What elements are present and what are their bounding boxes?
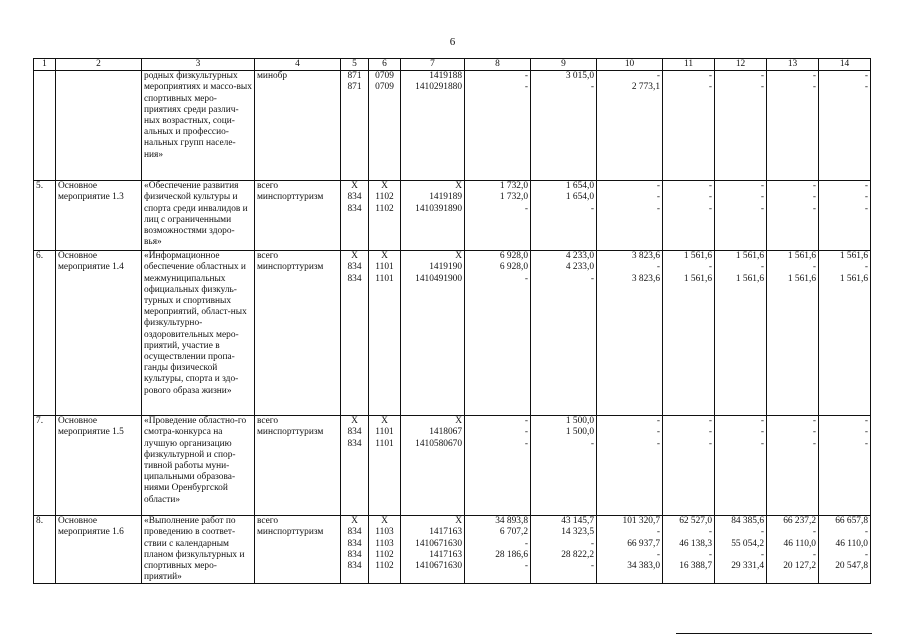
cell-value: 6 707,2: [499, 527, 528, 538]
value-cell-c10: [597, 416, 663, 516]
cell-value: 46 138,3: [679, 538, 712, 549]
footer-rule: [676, 633, 872, 634]
cell-value: X: [351, 416, 358, 427]
cell-value: 834: [347, 273, 362, 284]
value-cell-c14: [819, 251, 871, 416]
cell-value: -: [590, 273, 594, 284]
cell-value: -: [760, 262, 764, 273]
cell-value: -: [864, 82, 868, 93]
activity-name: Основное мероприятие 1.3: [56, 181, 142, 251]
cell-value: -: [760, 203, 764, 214]
cell-value: -: [812, 203, 816, 214]
cell-value: 55 054,2: [731, 538, 764, 549]
cell-value: -: [760, 192, 764, 203]
value-cell-c11: [663, 71, 715, 181]
value-cell-c14: [819, 416, 871, 516]
page-number: 6: [449, 36, 456, 48]
cell-value: 1 561,6: [735, 273, 764, 284]
value-cell-c13: [767, 516, 819, 584]
cell-value: 1103: [375, 527, 394, 538]
cell-value: -: [656, 416, 660, 427]
executor-value: минспорттуризм: [257, 262, 324, 273]
cell-value: -: [656, 203, 660, 214]
cell-value: 1 732,0: [499, 192, 528, 203]
cell-value: -: [590, 538, 594, 549]
value-cell-c6: [369, 516, 401, 584]
cell-value: -: [708, 427, 712, 438]
executor-value: минспорттуризм: [257, 192, 324, 203]
value-cell-c9: [531, 71, 597, 181]
cell-value: -: [524, 427, 528, 438]
value-cell-c9: [531, 181, 597, 251]
cell-value: 28 186,6: [495, 549, 528, 560]
cell-value: 1 732,0: [499, 181, 528, 192]
value-cell-c11: [663, 251, 715, 416]
header-cell: 14: [819, 59, 871, 71]
cell-value: 16 388,7: [679, 560, 712, 571]
cell-value: 1410580670: [415, 438, 462, 449]
cell-value: 1419189: [429, 192, 462, 203]
value-cell-c8: [465, 416, 531, 516]
cell-value: -: [864, 427, 868, 438]
cell-value: 3 823,6: [631, 251, 660, 262]
cell-value: 1 561,6: [787, 251, 816, 262]
header-cell: 10: [597, 59, 663, 71]
value-cell-c8: [465, 251, 531, 416]
cell-value: 4 233,0: [565, 262, 594, 273]
table-row: [34, 251, 871, 416]
cell-value: -: [708, 203, 712, 214]
cell-value: 1103: [375, 538, 394, 549]
cell-value: -: [812, 262, 816, 273]
activity-name: Основное мероприятие 1.5: [56, 416, 142, 516]
value-cell-c12: [715, 516, 767, 584]
cell-value: 1 561,6: [683, 273, 712, 284]
cell-value: X: [381, 416, 388, 427]
cell-value: 6 928,0: [499, 262, 528, 273]
cell-value: 834: [347, 262, 362, 273]
cell-value: -: [708, 549, 712, 560]
cell-value: 1418067: [429, 427, 462, 438]
cell-value: X: [455, 181, 462, 192]
activity-title: «Проведение областно-го смотра-конкурса на лучшую организацию физкультурной и спор-тивной работы муни-ципальными образова-ниями Оренбургской области»: [142, 416, 255, 516]
value-cell-c9: [531, 516, 597, 584]
cell-value: -: [760, 427, 764, 438]
cell-value: 3 015,0: [565, 71, 594, 82]
executor-value: всего: [257, 181, 279, 192]
cell-value: -: [708, 192, 712, 203]
cell-value: -: [656, 71, 660, 82]
cell-value: -: [864, 438, 868, 449]
cell-value: 834: [347, 549, 362, 560]
cell-value: -: [812, 427, 816, 438]
cell-value: X: [455, 251, 462, 262]
value-cell-c6: [369, 251, 401, 416]
cell-value: 0709: [375, 82, 394, 93]
cell-value: 834: [347, 427, 362, 438]
value-cell-c10: [597, 516, 663, 584]
cell-value: 66 937,7: [627, 538, 660, 549]
value-cell-c7: [401, 71, 465, 181]
executor-value: минспорттуризм: [257, 527, 324, 538]
cell-value: -: [812, 82, 816, 93]
value-cell-c6: [369, 71, 401, 181]
cell-value: 834: [347, 192, 362, 203]
cell-value: 1417163: [429, 527, 462, 538]
cell-value: 1410671630: [415, 538, 462, 549]
activity-name: Основное мероприятие 1.6: [56, 516, 142, 584]
value-cell-c8: [465, 516, 531, 584]
header-cell: 13: [767, 59, 819, 71]
cell-value: 43 145,7: [561, 516, 594, 527]
header-cell: 4: [255, 59, 341, 71]
value-cell-c14: [819, 71, 871, 181]
value-cell-c13: [767, 416, 819, 516]
cell-value: 46 110,0: [783, 538, 816, 549]
value-cell-c7: [401, 181, 465, 251]
cell-value: -: [524, 82, 528, 93]
cell-value: 871: [347, 71, 362, 82]
cell-value: 834: [347, 438, 362, 449]
value-cell-c10: [597, 181, 663, 251]
cell-value: -: [524, 71, 528, 82]
header-cell: 3: [142, 59, 255, 71]
cell-value: -: [864, 203, 868, 214]
budget-table: [33, 58, 871, 584]
cell-value: -: [656, 527, 660, 538]
cell-value: 29 331,4: [731, 560, 764, 571]
cell-value: -: [708, 438, 712, 449]
cell-value: -: [656, 427, 660, 438]
cell-value: -: [656, 438, 660, 449]
header-cell: 9: [531, 59, 597, 71]
activity-name: [56, 71, 142, 181]
executor-cell: [255, 416, 341, 516]
value-cell-c9: [531, 416, 597, 516]
table-row: [34, 71, 871, 181]
header-cell: 6: [369, 59, 401, 71]
cell-value: 834: [347, 527, 362, 538]
cell-value: -: [864, 192, 868, 203]
header-cell: 8: [465, 59, 531, 71]
cell-value: 20 127,2: [783, 560, 816, 571]
cell-value: 1417163: [429, 549, 462, 560]
cell-value: X: [351, 181, 358, 192]
cell-value: X: [351, 516, 358, 527]
cell-value: 1102: [375, 192, 394, 203]
executor-cell: [255, 181, 341, 251]
executor-value: всего: [257, 416, 279, 427]
executor-cell: [255, 516, 341, 584]
cell-value: -: [760, 527, 764, 538]
cell-value: X: [351, 251, 358, 262]
cell-value: -: [708, 181, 712, 192]
cell-value: 871: [347, 82, 362, 93]
cell-value: -: [812, 549, 816, 560]
cell-value: 1 561,6: [787, 273, 816, 284]
row-number: 6.: [34, 251, 56, 416]
activity-title: родных физкультурных мероприятиях и массо-вых спортивных меро-приятиях среди различ-ных возрастных, соци-альных и профессио-нальных групп населе-ния»: [142, 71, 255, 181]
cell-value: -: [864, 181, 868, 192]
cell-value: -: [590, 560, 594, 571]
cell-value: X: [381, 251, 388, 262]
value-cell-c7: [401, 516, 465, 584]
cell-value: -: [760, 82, 764, 93]
header-cell: 12: [715, 59, 767, 71]
value-cell-c11: [663, 516, 715, 584]
cell-value: 3 823,6: [631, 273, 660, 284]
activity-name: Основное мероприятие 1.4: [56, 251, 142, 416]
cell-value: -: [708, 416, 712, 427]
cell-value: -: [760, 438, 764, 449]
value-cell-c5: [341, 181, 369, 251]
cell-value: -: [812, 416, 816, 427]
cell-value: -: [524, 203, 528, 214]
value-cell-c13: [767, 181, 819, 251]
cell-value: X: [455, 416, 462, 427]
cell-value: 34 893,8: [495, 516, 528, 527]
executor-cell: [255, 251, 341, 416]
cell-value: 2 773,1: [631, 82, 660, 93]
cell-value: 1 561,6: [683, 251, 712, 262]
cell-value: 62 527,0: [679, 516, 712, 527]
cell-value: -: [760, 549, 764, 560]
cell-value: 1102: [375, 549, 394, 560]
cell-value: 834: [347, 203, 362, 214]
cell-value: 1101: [375, 273, 394, 284]
header-row: [34, 59, 871, 71]
cell-value: 28 822,2: [561, 549, 594, 560]
cell-value: -: [524, 560, 528, 571]
cell-value: 834: [347, 538, 362, 549]
value-cell-c13: [767, 251, 819, 416]
cell-value: -: [524, 416, 528, 427]
cell-value: -: [864, 416, 868, 427]
value-cell-c12: [715, 416, 767, 516]
executor-value: всего: [257, 516, 279, 527]
value-cell-c14: [819, 516, 871, 584]
cell-value: 66 657,8: [835, 516, 868, 527]
cell-value: 84 385,6: [731, 516, 764, 527]
header-cell: 5: [341, 59, 369, 71]
table-row: [34, 516, 871, 584]
cell-value: 1410671630: [415, 560, 462, 571]
executor-value: минобр: [257, 71, 288, 82]
cell-value: 1 561,6: [839, 251, 868, 262]
cell-value: -: [864, 527, 868, 538]
cell-value: 1410491900: [415, 273, 462, 284]
cell-value: -: [656, 192, 660, 203]
cell-value: 6 928,0: [499, 251, 528, 262]
value-cell-c11: [663, 181, 715, 251]
value-cell-c5: [341, 516, 369, 584]
cell-value: -: [812, 438, 816, 449]
cell-value: 1419188: [429, 71, 462, 82]
cell-value: 1 500,0: [565, 416, 594, 427]
header-cell: 11: [663, 59, 715, 71]
cell-value: -: [590, 82, 594, 93]
cell-value: -: [812, 181, 816, 192]
value-cell-c5: [341, 251, 369, 416]
value-cell-c6: [369, 181, 401, 251]
executor-value: минспорттуризм: [257, 427, 324, 438]
cell-value: 1 654,0: [565, 181, 594, 192]
cell-value: -: [656, 181, 660, 192]
row-number: 8.: [34, 516, 56, 584]
cell-value: 1410391890: [415, 203, 462, 214]
cell-value: 1 561,6: [735, 251, 764, 262]
cell-value: -: [524, 438, 528, 449]
cell-value: -: [524, 538, 528, 549]
header-cell: 1: [34, 59, 56, 71]
cell-value: 1101: [375, 262, 394, 273]
cell-value: -: [708, 527, 712, 538]
row-number: 7.: [34, 416, 56, 516]
cell-value: 34 383,0: [627, 560, 660, 571]
cell-value: -: [760, 71, 764, 82]
cell-value: 4 233,0: [565, 251, 594, 262]
cell-value: 20 547,8: [835, 560, 868, 571]
cell-value: X: [455, 516, 462, 527]
cell-value: -: [590, 438, 594, 449]
cell-value: -: [708, 71, 712, 82]
value-cell-c7: [401, 416, 465, 516]
cell-value: -: [524, 273, 528, 284]
cell-value: 1102: [375, 560, 394, 571]
value-cell-c7: [401, 251, 465, 416]
cell-value: 1 500,0: [565, 427, 594, 438]
cell-value: -: [760, 416, 764, 427]
value-cell-c8: [465, 71, 531, 181]
cell-value: -: [656, 549, 660, 560]
cell-value: 1101: [375, 427, 394, 438]
activity-title: «Информационное обеспечение областных и межмуниципальных официальных физкуль-турных и спортивных мероприятий, област-ных физкультурно-оздоровительных меро-приятий, участие в осуществлении пропа-ганды физической культуры, спорта и здо-рового образа жизни»: [142, 251, 255, 416]
cell-value: -: [708, 262, 712, 273]
cell-value: 1410291880: [415, 82, 462, 93]
cell-value: 46 110,0: [835, 538, 868, 549]
cell-value: 1101: [375, 438, 394, 449]
value-cell-c5: [341, 71, 369, 181]
value-cell-c11: [663, 416, 715, 516]
header-cell: 7: [401, 59, 465, 71]
cell-value: -: [812, 192, 816, 203]
value-cell-c10: [597, 71, 663, 181]
value-cell-c6: [369, 416, 401, 516]
row-number: [34, 71, 56, 181]
cell-value: 1 561,6: [839, 273, 868, 284]
value-cell-c13: [767, 71, 819, 181]
cell-value: 834: [347, 560, 362, 571]
cell-value: -: [864, 549, 868, 560]
cell-value: -: [760, 181, 764, 192]
value-cell-c12: [715, 71, 767, 181]
cell-value: 14 323,5: [561, 527, 594, 538]
cell-value: 1 654,0: [565, 192, 594, 203]
cell-value: 0709: [375, 71, 394, 82]
cell-value: -: [864, 71, 868, 82]
value-cell-c12: [715, 251, 767, 416]
cell-value: -: [812, 527, 816, 538]
cell-value: -: [708, 82, 712, 93]
activity-title: «Выполнение работ по проведению в соответ-ствии с календарным планом физкультурных и спортивных меро-приятий»: [142, 516, 255, 584]
value-cell-c9: [531, 251, 597, 416]
cell-value: -: [656, 262, 660, 273]
cell-value: 101 320,7: [622, 516, 660, 527]
cell-value: 1419190: [429, 262, 462, 273]
cell-value: -: [590, 203, 594, 214]
cell-value: X: [381, 181, 388, 192]
cell-value: -: [864, 262, 868, 273]
value-cell-c14: [819, 181, 871, 251]
value-cell-c10: [597, 251, 663, 416]
executor-cell: [255, 71, 341, 181]
header-cell: 2: [56, 59, 142, 71]
cell-value: 66 237,2: [783, 516, 816, 527]
activity-title: «Обеспечение развития физической культуры и спорта среди инвалидов и лиц с ограниченными возможностями здоро-вья»: [142, 181, 255, 251]
cell-value: 1102: [375, 203, 394, 214]
value-cell-c5: [341, 416, 369, 516]
table-row: [34, 181, 871, 251]
value-cell-c12: [715, 181, 767, 251]
table-row: [34, 416, 871, 516]
row-number: 5.: [34, 181, 56, 251]
cell-value: X: [381, 516, 388, 527]
value-cell-c8: [465, 181, 531, 251]
executor-value: всего: [257, 251, 279, 262]
cell-value: -: [812, 71, 816, 82]
